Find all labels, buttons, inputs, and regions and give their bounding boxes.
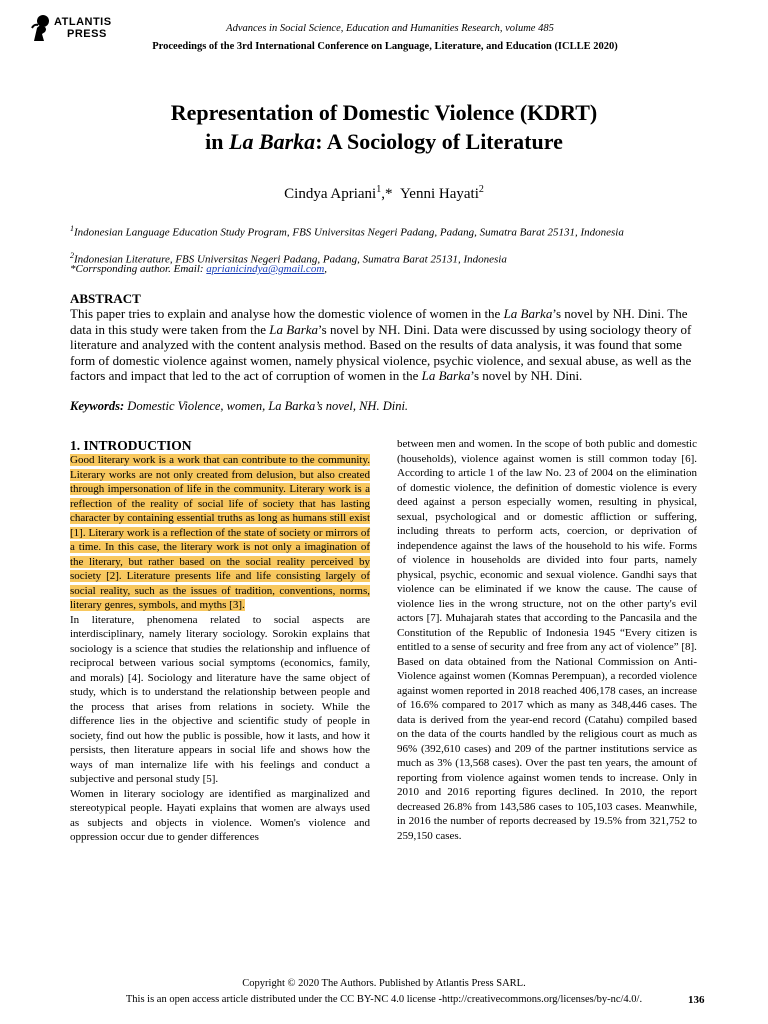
keywords-list: Domestic Violence, women, La Barka’s novel, NH. Dini.: [124, 399, 409, 413]
atlas-figure-icon: [30, 14, 52, 42]
text-highlight: Good literary work is a work that can contribute to the community. Literary works are not only created from delusion, but also created through impersonation of life in the community. Literary work is a reflection of the reality of social life of society that has lasting character by containing essential truths as long as humans still exist [1]. Literary work is a reflection of the state of society or mirrors of a time. In this case, the literary work is not only a imagination of the literary, but rather based on the social reality perceived by society [2]. Literature presents life and life consisting largely of social reality, such as the issues of tradition, conventions, norms, literary genres, symbols, and myths [3].: [70, 454, 370, 611]
abstract-body: This paper tries to explain and analyse how the domestic violence of women in the La Barka’s novel by NH. Dini. The data in this study were taken from the La Barka’s novel by NH. Dini. Data were discussed by using sociology theory of literature and analyzed with the content analysis method. Based on the results of data analysis, it was found that some form of domestic violence against women, namely physical violence, psychic violence, and sexual abuse, as well as the factors and impact that led to the act of corruption of women in the La Barka’s novel by NH. Dini.: [70, 306, 692, 383]
author-1-corresponding-mark: ,*: [381, 186, 393, 202]
journal-name: Advances in Social Science, Education and Humanities Research, volume 485: [226, 23, 554, 34]
keywords-label: Keywords:: [70, 399, 125, 413]
keywords: [70, 399, 698, 414]
abstract-heading: ABSTRACT: [70, 291, 141, 306]
author-email-link[interactable]: aprianicindya@gmail.com: [206, 263, 325, 275]
author-1-affil: 1: [376, 184, 382, 195]
left-column: [70, 453, 370, 845]
affiliation-2: $^2$Indonesian Literature, FBS Universitas Negeri Padang, Padang, Sumatra Barat 25131, Indonesia: [70, 251, 507, 266]
page-number: 136: [688, 994, 705, 1006]
paragraph-highlighted: [70, 453, 370, 613]
section-heading-introduction: 1. INTRODUCTION: [70, 438, 192, 453]
author-list: [60, 180, 708, 204]
footer-copyright: Copyright © 2020 The Authors. Published by Atlantis Press SARL.: [242, 978, 526, 989]
paragraph: Based on data obtained from the National Commission on Anti-Violence against women (Komnas Perempuan), a recorded violence against women reported in 2018 reached 406,178 cases, an increase of 16.6% compared to 2017 which as many as 348,446 cases. The data is derived from the year-end record (Catahu) compiled based on the data of the courts handled by the religious court as much as 96% (392,610 cases) and 209 of the partner institutions service as much as 3% (13,568 cases). Over the past ten years, the amount of reporting from violence against women tends to increase. Only in 2010 and 2016 reporting figures declined. In 2010, the report decreased 26.8% from 143,586 cases to 105,103 cases. Meanwhile, in 2016 the number of reports decreased by 19.5% from 321,752 to 259,150 cases.: [397, 655, 697, 842]
author-1-name: Cindya Apriani: [284, 186, 377, 202]
logo-text-press: PRESS: [67, 28, 107, 40]
affiliation-1: $^1$Indonesian Language Education Study Program, FBS Universitas Negeri Padang, Padang, Sumatra Barat 25131, Indonesia: [70, 224, 624, 239]
logo-text-atlantis: ATLANTIS: [54, 16, 112, 28]
paragraph: Women in literary sociology are identified as marginalized and stereotypical people. Hayati explains that women are always used as subjects and objects in violence. Women's violence and oppression occur due to gender differences: [70, 787, 370, 843]
author-2-name: Yenni Hayati: [399, 186, 479, 202]
paragraph: In literature, phenomena related to social aspects are interdisciplinary, namely literary sociology. Sorokin explains that sociology is a science that studies the relationship and influence of reciprocal between various social symptoms (economics, family, and morals) [4]. Sociology and literature have the same object of study, which is to understand the relationship between people and the process that arises from relations in society. While the difference lies in the objective and scientific study of people in society, find out how the public is possible, how it lasts, and how it persists, then literature appears in social life and shows how the ways of man internalize life with his feelings and conduct a subjective and personal study [5].: [70, 613, 370, 785]
corresponding-author: *Corrsponding author. Email: aprianicindya@gmail.com,: [70, 263, 328, 275]
title-line-1: Representation of Domestic Violence (KDRT): [170, 100, 598, 125]
title-line-2: in La Barka: A Sociology of Literature: [205, 129, 563, 154]
right-column: [397, 437, 697, 843]
proceedings-name: Proceedings of the 3rd International Conference on Language, Literature, and Education (ICLLE 2020): [152, 41, 618, 52]
paragraph: between men and women. In the scope of both public and domestic (households), violence against women is still common today [6]. According to article 1 of the law No. 23 of 2004 on the elimination of domestic violence, the definition of domestic violence is every deed against a person especially women, resulting in physical, sexual, psychological and or domestic affliction or suffering, including threats to perform acts, coercion, or deprivation of independence against the laws of the household to his wife. Forms of violence in households are divided into four parts, namely physical, psychic, economic and sexual violence. Gandhi says that violence can be eliminated if we know the cause. The cause of violence lies in the wrong structure, not on the other party's evil actors [7]. Muhajarah states that according to the Pancasila and the Constitution of the Republic of Indonesia 1945 “Every citizen is entitled to a sense of security and free from any act of violence” [8].: [397, 438, 697, 653]
author-2-affil: 2: [478, 184, 484, 195]
publisher-logo: [30, 14, 130, 44]
paper-title: [60, 98, 708, 156]
footer-license: This is an open access article distributed under the CC BY-NC 4.0 license -http://creativecommons.org/licenses/by-nc/4.0/.: [125, 994, 643, 1005]
